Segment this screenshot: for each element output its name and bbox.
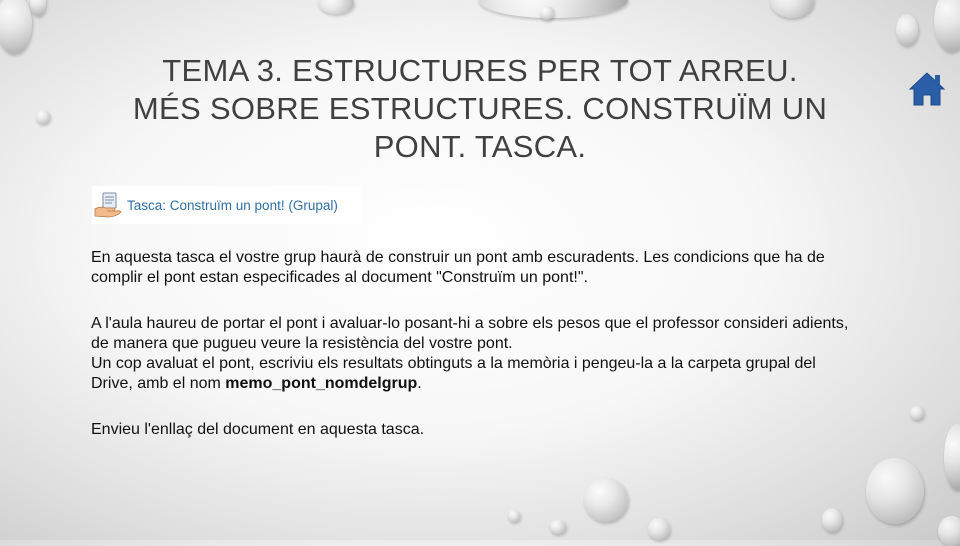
slide-body <box>91 248 861 440</box>
water-drop <box>866 458 924 524</box>
water-drop <box>540 6 554 20</box>
water-drop <box>0 0 32 54</box>
paragraph-text: . <box>417 375 422 392</box>
water-drop <box>770 0 814 18</box>
water-drop <box>550 520 566 534</box>
title-line: TEMA 3. ESTRUCTURES PER TOT ARREU. <box>162 53 798 88</box>
filename-bold: memo_pont_nomdelgrup <box>225 375 418 392</box>
water-drop <box>30 0 46 16</box>
water-drop <box>910 406 924 420</box>
paragraph <box>91 354 861 394</box>
water-drop <box>938 516 960 546</box>
paragraph: A l'aula haureu de portar el pont i avaluar-lo posant-hi a sobre els pesos que el professor consideri adients, de manera que pugueu veure la resistència del vostre pont. <box>91 315 849 352</box>
assignment-hand-icon <box>94 191 122 219</box>
water-drop <box>584 478 628 522</box>
water-drop <box>896 14 918 46</box>
water-drop <box>508 510 520 522</box>
slide-title <box>60 52 900 166</box>
paragraph-text: Un cop avaluat el pont, escriviu els resultats obtinguts a la memòria i pengeu-la a la carpeta grupal del Drive, amb el nom <box>91 355 816 392</box>
water-drop <box>648 518 670 540</box>
water-drop <box>318 0 354 14</box>
task-link[interactable] <box>92 186 361 224</box>
paragraph: En aquesta tasca el vostre grup haurà de construir un pont amb escuradents. Les condicions que ha de complir el pont estan especificades al document "Construïm un pont!". <box>91 249 825 286</box>
water-drop <box>822 508 842 532</box>
title-line: PONT. TASCA. <box>373 129 587 164</box>
water-drop <box>944 424 960 490</box>
home-icon[interactable] <box>908 70 946 108</box>
title-line: MÉS SOBRE ESTRUCTURES. CONSTRUÏM UN <box>132 91 828 126</box>
task-link-label: Tasca: Construïm un pont! (Grupal) <box>127 197 338 213</box>
water-drop <box>934 0 960 52</box>
water-drop <box>36 110 50 124</box>
paragraph: Envieu l'enllaç del document en aquesta tasca. <box>91 421 425 438</box>
